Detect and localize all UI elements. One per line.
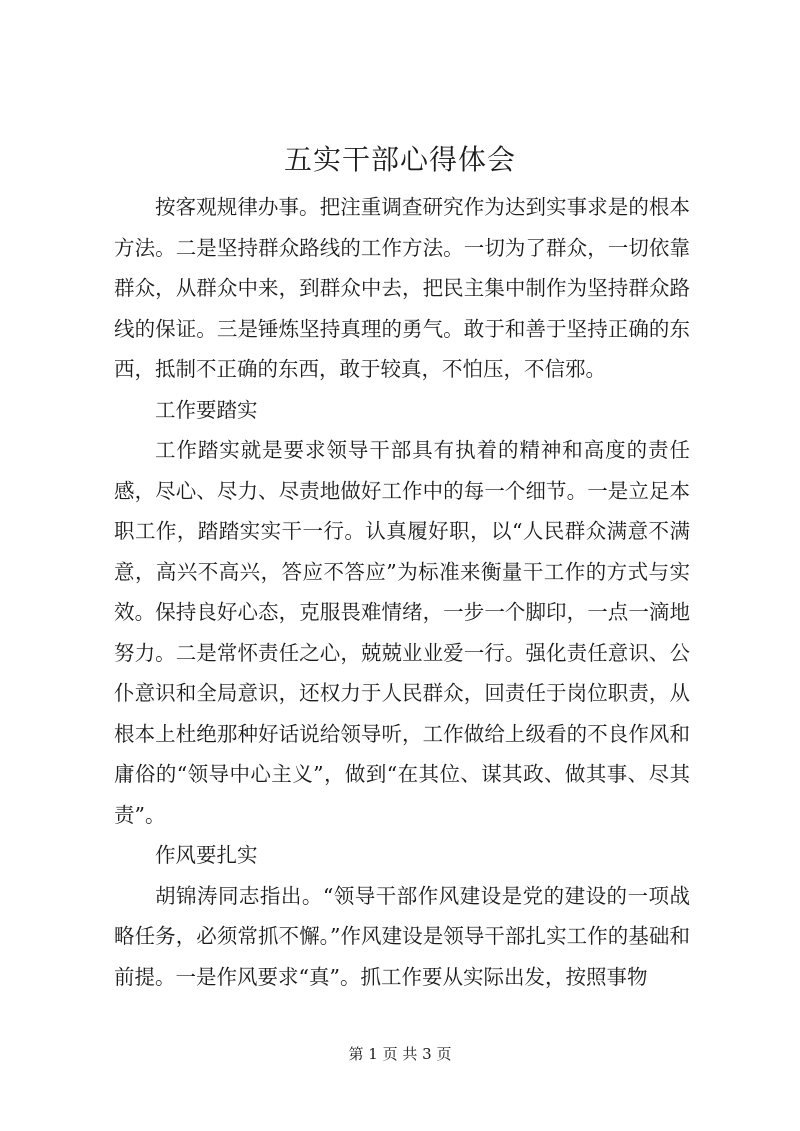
section-heading-work: 工作要踏实 <box>155 397 258 422</box>
paragraph-work: 工作踏实就是要求领导干部具有执着的精神和高度的责任感，尽心、尽力、尽责地做好工作中的每一个细节。一是立足本职工作，踏踏实实干一行。认真履好职，以“人民群众满意不满意，高兴不高兴，答应不答应”为标准来衡量干工作的方式与实效。保持良好心态，克服畏难情绪，一步一个脚印，一点一滴地努力。二是常怀责任之心，兢兢业业爱一行。强化责任意识、公仆意识和全局意识，还权力于人民群众，回责任于岗位职责，从根本上杜绝那种好话说给领导听，工作做给上级看的不良作风和庸俗的“领导中心主义”，做到“在其位、谋其政、做其事、尽其责”。 <box>114 438 690 827</box>
paragraph-style: 胡锦涛同志指出。“领导干部作风建设是党的建设的一项战略任务，必须常抓不懈。”作风建设是领导干部扎实工作的基础和前提。一是作风要求“真”。抓工作要从实际出发，按照事物 <box>114 883 690 989</box>
section-heading-style: 作风要扎实 <box>155 843 258 867</box>
document-body <box>114 187 690 997</box>
paragraph-intro: 按客观规律办事。把注重调查研究作为达到实事求是的根本方法。二是坚持群众路线的工作方法。一切为了群众，一切依靠群众，从群众中来，到群众中去，把民主集中制作为坚持群众路线的保证。三是锤炼坚持真理的勇气。敢于和善于坚持正确的东西，抵制不正确的东西，敢于较真，不怕压，不信邪。 <box>114 195 690 381</box>
page-footer: 第 1 页 共 3 页 <box>348 1045 452 1063</box>
page-title: 五实干部心得体会 <box>283 143 516 176</box>
